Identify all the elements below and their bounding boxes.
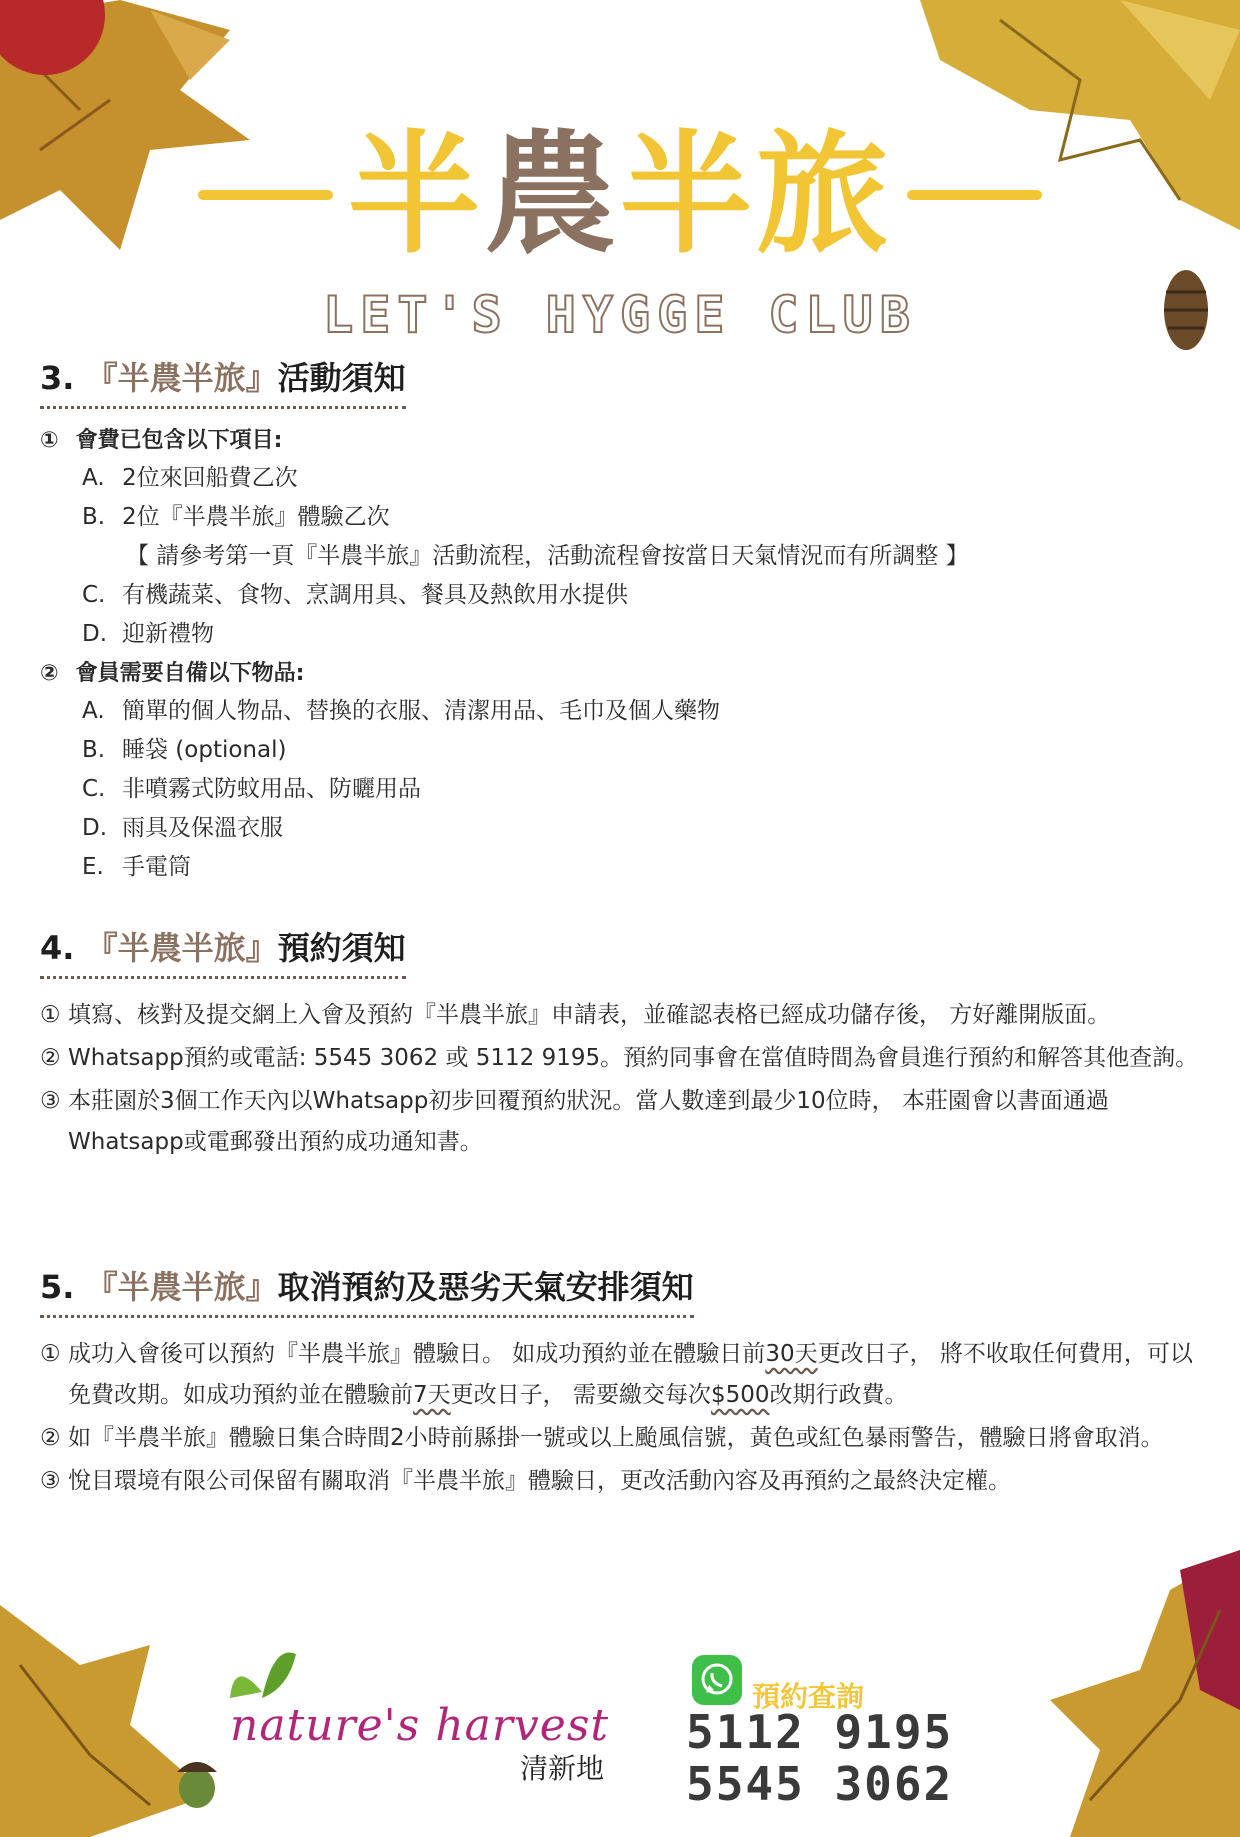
- booking-note-text: Whatsapp預約或電話: 5545 3062 或 5112 9195。預約同事會在當值時間為會員進行預約和解答其他查詢。: [68, 1045, 1199, 1071]
- highlight-7-days: 7天: [413, 1382, 451, 1408]
- booking-note-2: [40, 1038, 1200, 1079]
- header: [0, 0, 1240, 350]
- list-item-text: 簡單的個人物品、替換的衣服、清潔用品、毛巾及個人藥物: [122, 698, 720, 724]
- list-item: [40, 576, 1200, 615]
- cancellation-note-2: [40, 1418, 1200, 1459]
- cancellation-note-3: [40, 1461, 1200, 1502]
- booking-note-3: [40, 1081, 1200, 1163]
- section-3-heading: [40, 356, 406, 409]
- brand-leaf-icon: [226, 1648, 300, 1704]
- cancellation-text: 如『半農半旅』體驗日集合時間2小時前縣掛一號或以上颱風信號，黃色或紅色暴雨警告，體驗日將會取消。: [68, 1425, 1164, 1451]
- section-5-highlight: 『半農半旅』: [85, 1268, 278, 1306]
- list-item: [40, 692, 1200, 731]
- title-left-dash: [198, 190, 333, 200]
- cancellation-text: 更改日子， 需要繳交每次: [450, 1382, 711, 1408]
- list-item-text: 2位『半農半旅』體驗乙次: [122, 504, 390, 530]
- booking-inquiry-label: 預約查詢: [752, 1680, 865, 1713]
- list-item: [40, 498, 1200, 537]
- cancellation-text: 悅目環境有限公司保留有關取消『半農半旅』體驗日，更改活動內容及再預約之最終決定權。: [68, 1468, 1011, 1494]
- list-marker: ③: [40, 1088, 61, 1114]
- list-item-text: 迎新禮物: [122, 621, 214, 647]
- bring-items-title: 會員需要自備以下物品:: [75, 661, 305, 686]
- booking-note-1: [40, 995, 1200, 1036]
- fee-includes-title: 會費已包含以下項目:: [75, 428, 283, 453]
- list-item: [40, 809, 1200, 848]
- title-part-1: 半: [348, 118, 484, 272]
- list-item-letter: C.: [82, 582, 106, 608]
- list-marker: ③: [40, 1468, 61, 1494]
- list-item-letter: D.: [82, 815, 108, 841]
- highlight-30-days: 30天: [765, 1341, 818, 1367]
- phone-number-2[interactable]: 5545 3062: [686, 1757, 954, 1811]
- brand-name: nature's harvest: [230, 1700, 610, 1751]
- section-4-number: 4.: [40, 929, 75, 967]
- list-item-text: 非噴霧式防蚊用品、防曬用品: [122, 776, 421, 802]
- list-item-text: 2位來回船費乙次: [122, 465, 298, 491]
- list-item: [40, 459, 1200, 498]
- bottom-right-leaves-decoration: [1030, 1550, 1240, 1837]
- section-3-title: 活動須知: [277, 359, 406, 397]
- list-item: [40, 770, 1200, 809]
- section-5-heading: [40, 1265, 694, 1318]
- acorn-icon: [175, 1750, 219, 1808]
- list-marker: ②: [40, 1045, 61, 1071]
- list-item-text: 雨具及保溫衣服: [122, 815, 283, 841]
- list-item: [40, 848, 1200, 887]
- booking-note-text: 填寫、核對及提交網上入會及預約『半農半旅』申請表，並確認表格已經成功儲存後， 方好離開版面。: [68, 1002, 1111, 1028]
- list-marker: ②: [40, 661, 59, 686]
- page-title: [0, 115, 1240, 275]
- cancellation-note-1: [40, 1334, 1200, 1416]
- section-booking-notes: [40, 926, 1200, 1163]
- list-item-letter: D.: [82, 621, 108, 647]
- list-marker: ①: [40, 1341, 61, 1367]
- title-part-3: 半旅: [620, 118, 892, 272]
- brand-chinese-name: 清新地: [520, 1752, 605, 1785]
- list-item: [40, 615, 1200, 654]
- list-item-letter: E.: [82, 854, 104, 880]
- list-item-letter: C.: [82, 776, 106, 802]
- bring-items-heading: [40, 656, 1200, 692]
- section-3-highlight: 『半農半旅』: [85, 359, 278, 397]
- list-item-text: 手電筒: [122, 854, 191, 880]
- list-item: [40, 731, 1200, 770]
- section-cancellation-notes: [40, 1265, 1200, 1502]
- list-item-letter: A.: [82, 465, 105, 491]
- page-subtitle: LET'S HYGGE CLUB: [323, 286, 917, 344]
- phone-number-1[interactable]: 5112 9195: [686, 1705, 954, 1759]
- booking-note-text: 本莊園於3個工作天內以Whatsapp初步回覆預約狀況。當人數達到最少10位時， 本莊園會以書面通過Whatsapp或電郵發出預約成功通知書。: [68, 1088, 1109, 1155]
- section-activity-notes: [40, 356, 1200, 887]
- section-5-number: 5.: [40, 1268, 75, 1306]
- cancellation-text: 改期行政費。: [769, 1382, 908, 1408]
- list-marker: ②: [40, 1425, 61, 1451]
- list-item-text: 有機蔬菜、食物、烹調用具、餐具及熱飲用水提供: [122, 582, 628, 608]
- title-part-2: 農: [484, 118, 620, 272]
- highlight-fee: $500: [710, 1382, 770, 1408]
- section-3-number: 3.: [40, 359, 75, 397]
- list-marker: ①: [40, 428, 59, 453]
- list-item-letter: A.: [82, 698, 105, 724]
- section-4-highlight: 『半農半旅』: [85, 929, 278, 967]
- list-marker: ①: [40, 1002, 61, 1028]
- section-4-title: 預約須知: [277, 929, 406, 967]
- list-item-letter: B.: [82, 504, 106, 530]
- fee-includes-heading: [40, 423, 1200, 459]
- list-item-letter: B.: [82, 737, 106, 763]
- whatsapp-icon: [692, 1655, 742, 1705]
- list-item-text: 睡袋 (optional): [122, 737, 287, 763]
- section-4-heading: [40, 926, 406, 979]
- cancellation-text: 成功入會後可以預約『半農半旅』體驗日。 如成功預約並在體驗日前: [68, 1341, 766, 1367]
- schedule-note: 【 請參考第一頁『半農半旅』活動流程，活動流程會按當日天氣情況而有所調整 】: [126, 543, 969, 569]
- section-5-title: 取消預約及惡劣天氣安排須知: [277, 1268, 694, 1306]
- cancellation-text: 更改日子， 將不收取任何費用，可以免費改期。如成功預約並在體驗前: [68, 1341, 1193, 1408]
- title-right-dash: [907, 190, 1042, 200]
